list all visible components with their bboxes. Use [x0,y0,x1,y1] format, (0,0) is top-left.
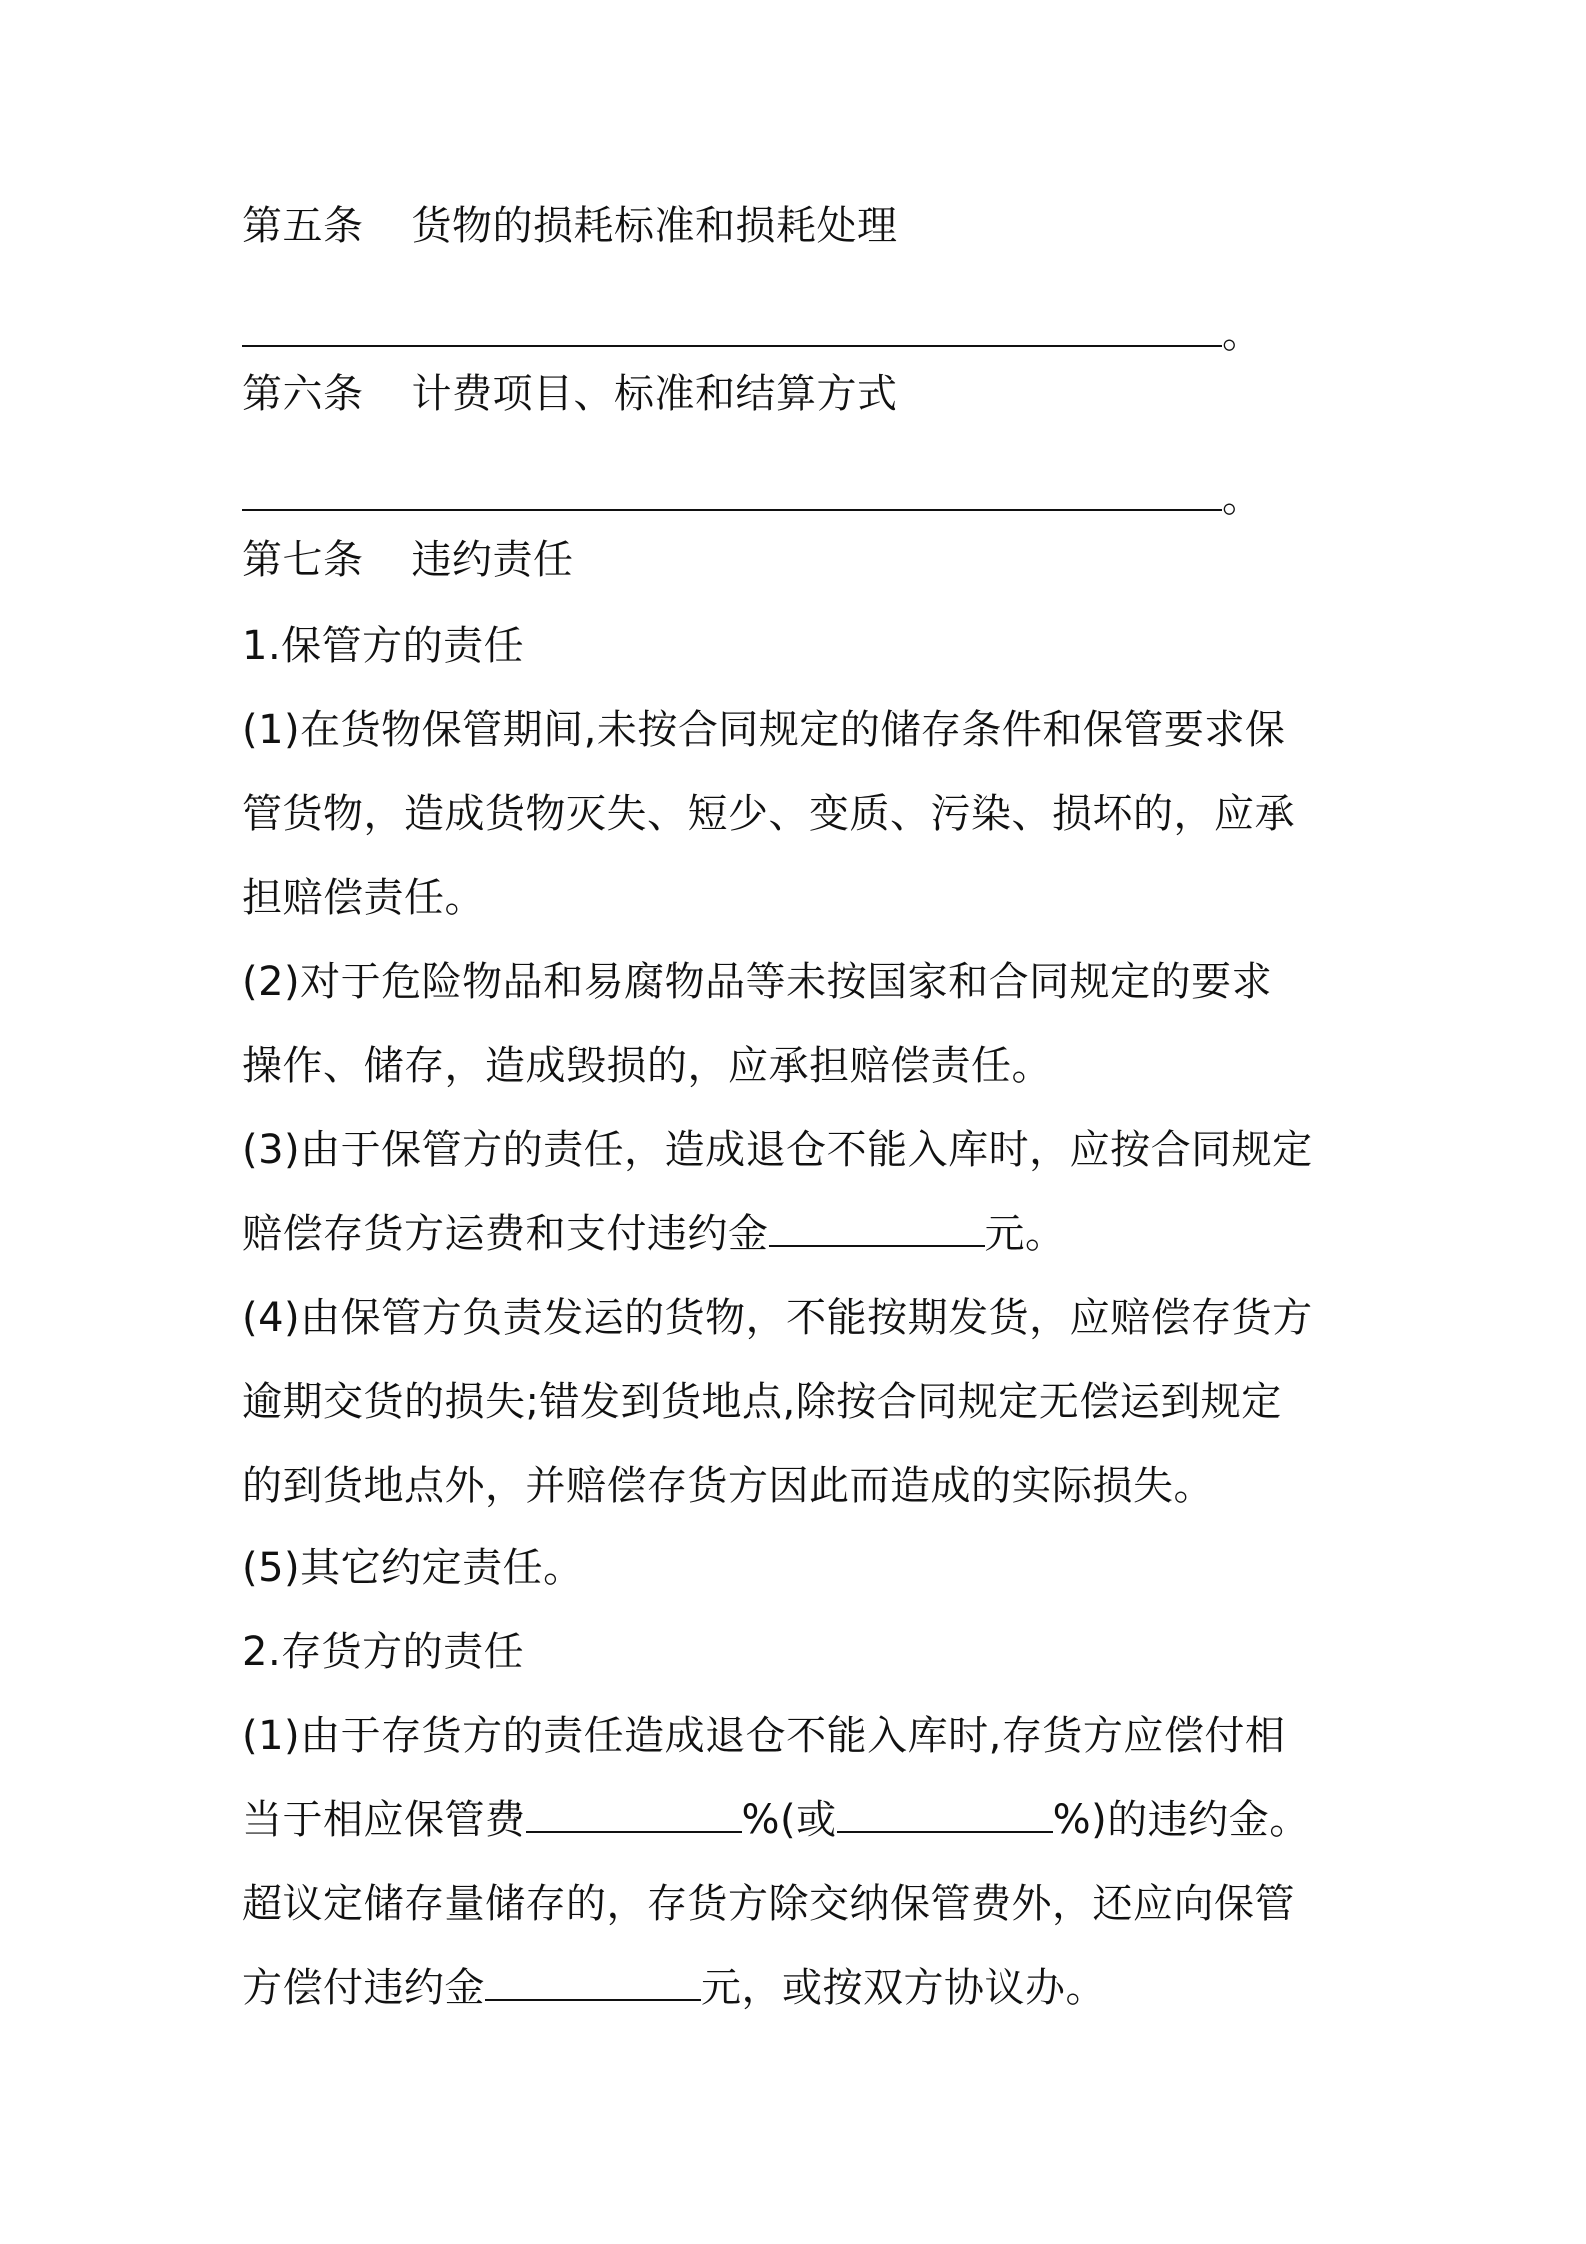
percent-blank[interactable] [837,1801,1053,1833]
article-7-heading [242,532,574,588]
percent-blank[interactable] [526,1801,742,1833]
article-number: 第六条 [242,371,364,417]
text-segment: %)的违约金。 [1052,1797,1310,1843]
paragraph-line: 的到货地点外，并赔偿存货方因此而造成的实际损失。 [242,1463,1214,1509]
text-segment: 当于相应保管费 [242,1797,526,1843]
article-number: 第七条 [242,537,364,583]
article-number: 第五条 [242,203,364,249]
paragraph-line: 担赔偿责任。 [242,875,485,921]
paragraph-line: (2)对于危险物品和易腐物品等未按国家和合同规定的要求 [242,959,1273,1005]
paragraph-line: 操作、储存，造成毁损的，应承担赔偿责任。 [242,1043,1052,1089]
article-5-blank-line [242,306,1263,362]
paragraph-line [242,1960,1106,2016]
paragraph-line: (5)其它约定责任。 [242,1545,584,1591]
fill-blank[interactable] [242,479,1222,511]
text-segment: 元。 [984,1211,1066,1257]
paragraph-line [242,1792,1310,1848]
fill-blank[interactable] [242,315,1222,347]
text-segment: 方偿付违约金 [242,1965,485,2011]
section-1-heading: 1.保管方的责任 [242,623,525,669]
amount-blank[interactable] [769,1215,985,1247]
paragraph-line: (3)由于保管方的责任，造成退仓不能入库时，应按合同规定 [242,1127,1313,1173]
paragraph-line: 超议定储存量储存的，存货方除交纳保管费外，还应向保管 [242,1881,1295,1927]
text-segment: 元，或按双方协议办。 [701,1965,1106,2011]
article-title: 违约责任 [411,537,574,583]
paragraph-line: (1)由于存货方的责任造成退仓不能入库时,存货方应偿付相 [242,1713,1286,1759]
amount-blank[interactable] [485,1969,701,2001]
paragraph-line: 管货物，造成货物灭失、短少、变质、污染、损坏的，应承 [242,791,1295,837]
text-segment: %(或 [741,1797,837,1843]
paragraph-line: (1)在货物保管期间,未按合同规定的储存条件和保管要求保 [242,707,1286,753]
article-title: 货物的损耗标准和损耗处理 [411,203,898,249]
article-5-heading [242,198,898,254]
paragraph-line: 逾期交货的损失;错发到货地点,除按合同规定无偿运到规定 [242,1379,1282,1425]
period: 。 [1222,311,1263,357]
article-title: 计费项目、标准和结算方式 [411,371,898,417]
paragraph-line [242,1206,1066,1262]
article-6-heading [242,366,898,422]
article-6-blank-line [242,470,1263,526]
paragraph-line: (4)由保管方负责发运的货物，不能按期发货，应赔偿存货方 [242,1295,1313,1341]
text-segment: 赔偿存货方运费和支付违约金 [242,1211,769,1257]
period: 。 [1222,475,1263,521]
section-2-heading: 2.存货方的责任 [242,1629,525,1675]
